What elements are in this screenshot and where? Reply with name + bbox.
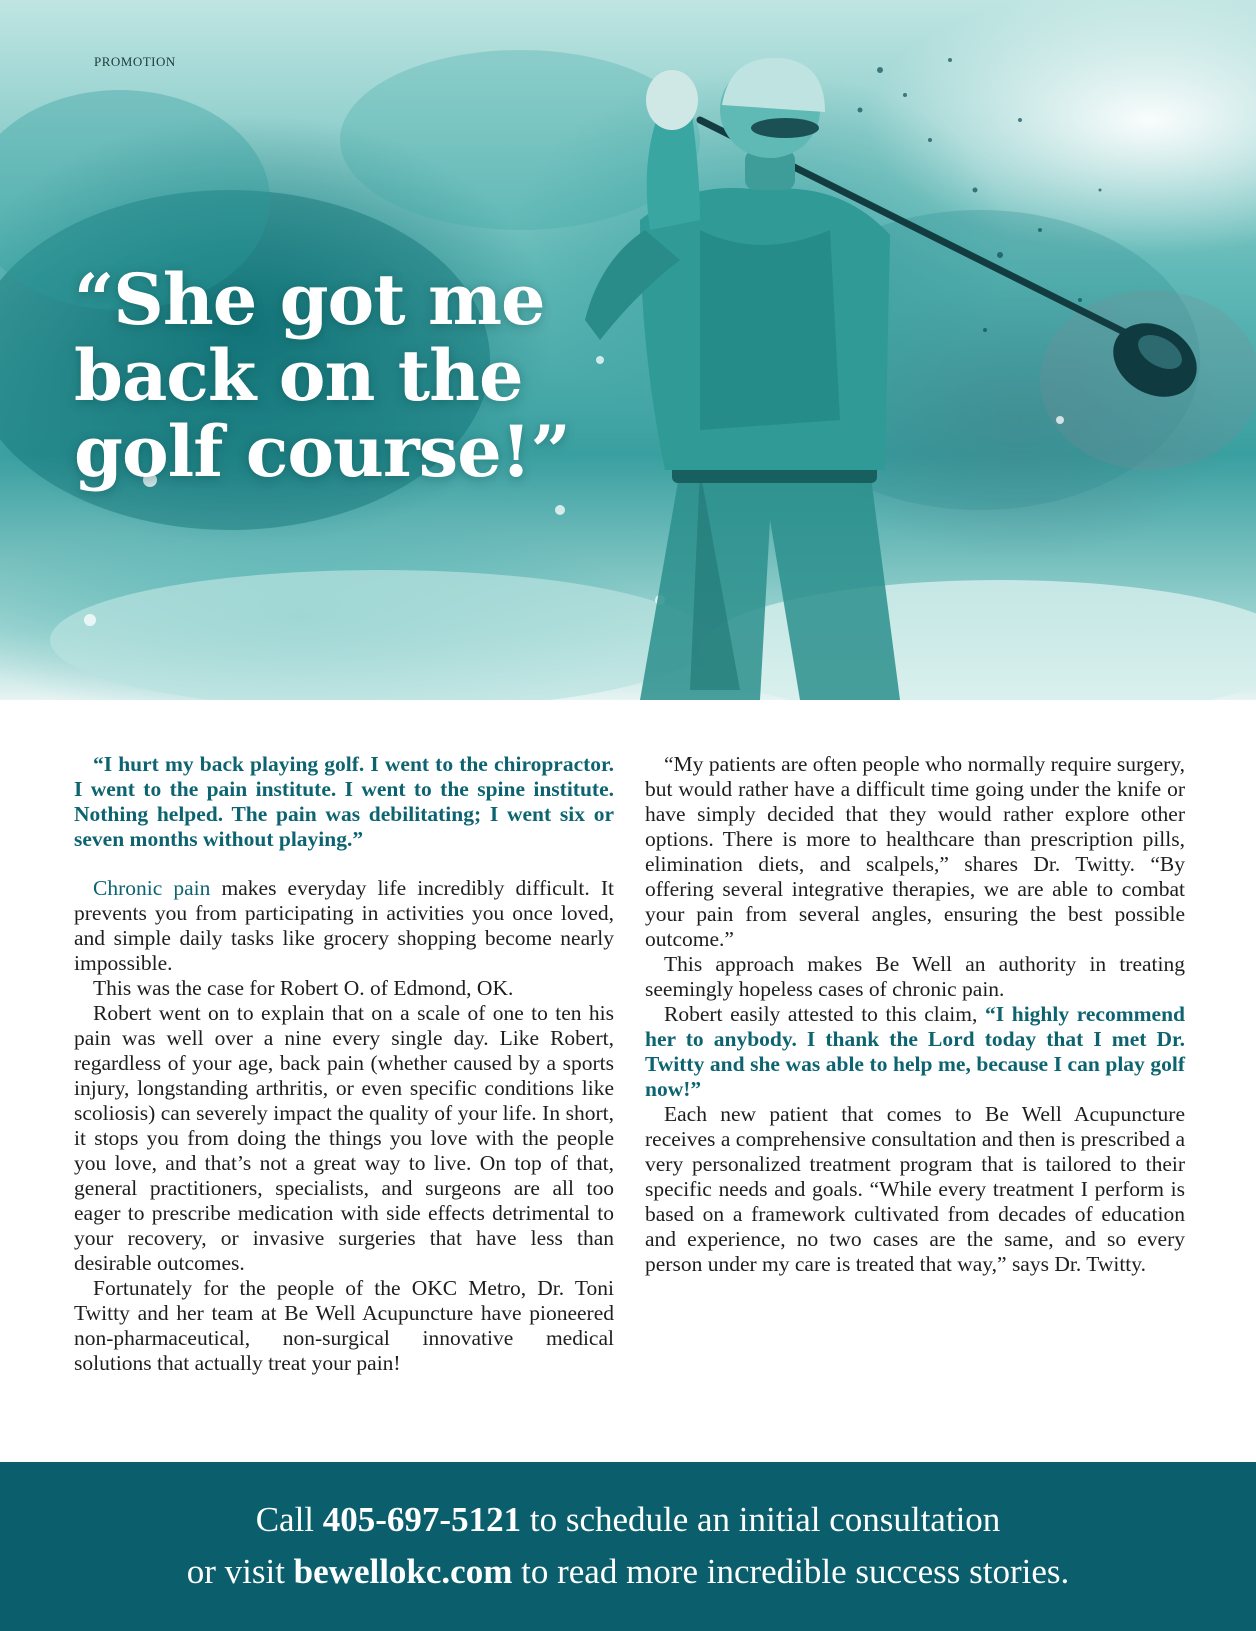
cta-text: to schedule an initial consultation [521,1500,1001,1539]
paragraph-chronic-pain [74,876,614,976]
article-column-left [74,752,614,1376]
call-to-action-banner [0,1462,1256,1631]
chronic-pain-highlight: Chronic pain [93,876,211,900]
website-link[interactable]: bewellokc.com [293,1552,513,1591]
article-column-right [645,752,1185,1277]
paragraph-pain-scale: Robert went on to explain that on a scale of one to ten his pain was well over a nine every single day. Like Robert, regardless of your age, back pain (whether caused by a sports injury, longstanding arthritis, or even specific conditions like scoliosis) can severely impact the quality of your life. In short, it stops you from doing the things you love with the people you love, and that’s not a great way to live. On top of that, general practitioners, specialists, and surgeons are all too eager to prescribe medication with side effects detrimental to your recovery, or invasive surgeries that have less than desirable outcomes. [74,1001,614,1275]
cta-text: or visit [186,1552,294,1591]
paragraph-testimonial [645,1002,1185,1102]
cta-text: Call [255,1500,323,1539]
cta-line-2 [0,1546,1256,1598]
paragraph-robert-case: This was the case for Robert O. of Edmond, OK. [93,976,514,1000]
paragraph-authority: This approach makes Be Well an authority in treating seemingly hopeless cases of chronic pain. [645,952,1185,1001]
paragraph-text: makes everyday life incredibly difficult. It prevents you from participating in activities you once loved, and simple daily tasks like grocery shopping become nearly impossible. [74,876,614,975]
hero-banner [0,0,1256,700]
phone-number[interactable]: 405-697-5121 [322,1500,522,1539]
paragraph-patients-quote: “My patients are often people who normally require surgery, but would rather have a difficult time going under the knife or have simply decided that they would rather explore other options. There is more to healthcare than prescription pills, elimination diets, and scalpels,” shares Dr. Twitty. “By offering several integrative therapies, we are able to combat your pain from several angles, ensuring the best possible outcome.” [645,752,1185,951]
cta-line-1 [0,1494,1256,1546]
testimonial-quote: “I highly recommend her to anybody. I thank the Lord today that I met Dr. Twitty and she was able to help me, because I can play golf now!” [645,1002,1185,1101]
promotion-label: PROMOTION [94,54,176,69]
paragraph-consultation: Each new patient that comes to Be Well Acupuncture receives a comprehensive consultation and then is prescribed a very personalized treatment program that is tailored to their specific needs and goals. “While every treatment I perform is based on a framework cultivated from decades of education and experience, no two cases are the same, and so every person under my care is treated that way,” says Dr. Twitty. [645,1102,1185,1276]
paragraph-text: Robert easily attested to this claim, [664,1002,985,1026]
lead-quote: “I hurt my back playing golf. I went to the chiropractor. I went to the pain institute. I went to the spine institute. Nothing helped. The pain was debilitating; I went six or seven months without playing.” [74,752,614,851]
paragraph-be-well-intro: Fortunately for the people of the OKC Metro, Dr. Toni Twitty and her team at Be Well Acupuncture have pioneered non-pharmaceutical, non-surgical innovative medical solutions that actually treat your pain! [74,1276,614,1375]
headline: “She got me back on the golf course!” [74,258,570,493]
cta-text: to read more incredible success stories. [512,1552,1070,1591]
